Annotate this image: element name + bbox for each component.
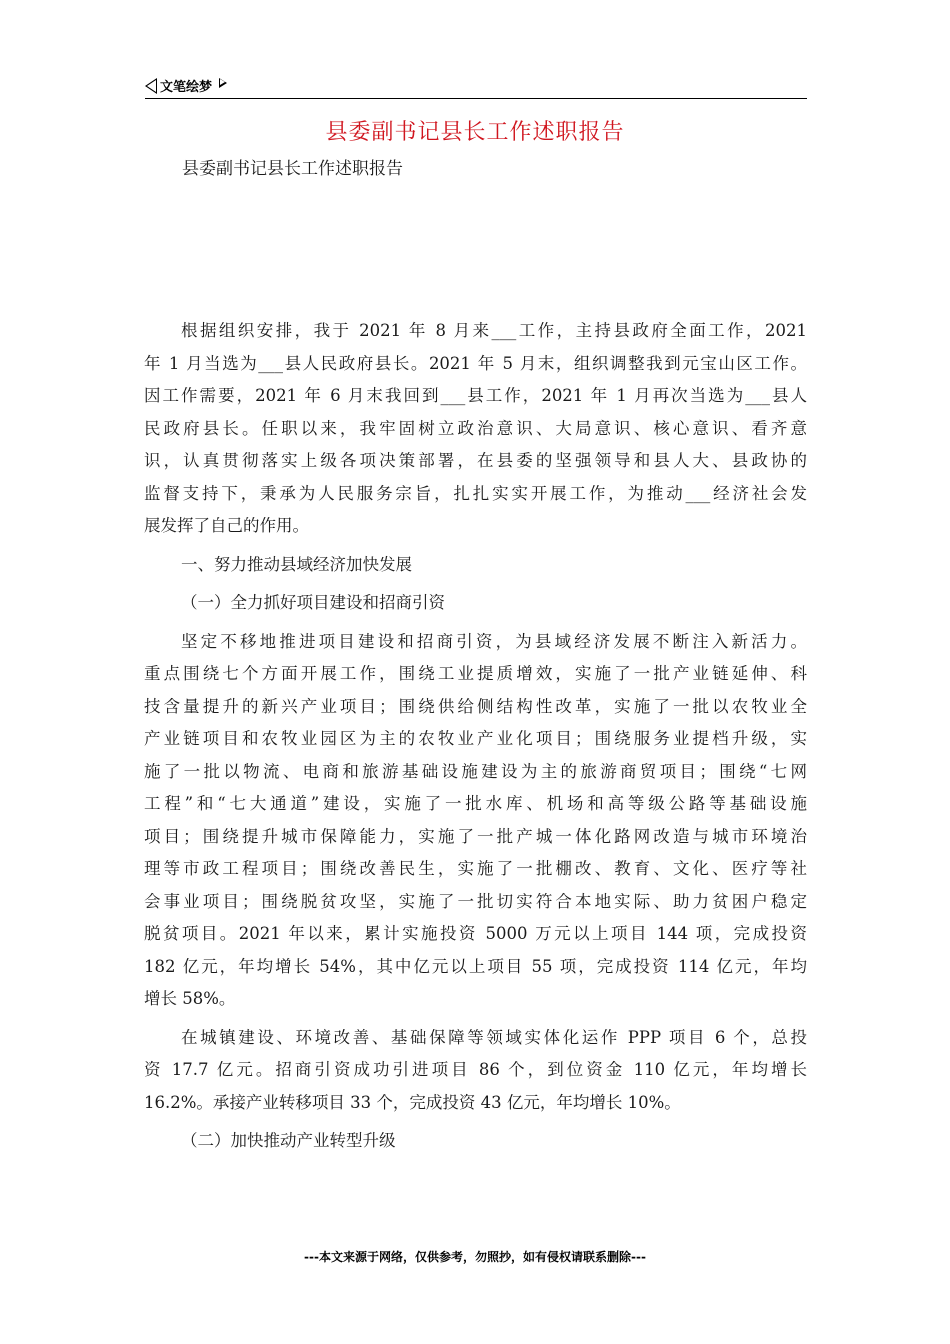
text-line: 增长 58%。	[144, 989, 236, 1008]
text-line: 资 17.7 亿元。招商引资成功引进项目 86 个，到位资金 110 亿元，年均增长	[144, 1060, 807, 1079]
text-line: 重点围绕七个方面开展工作，围绕工业提质增效，实施了一批产业链延伸、科	[144, 664, 807, 683]
text-line: 会事业项目；围绕脱贫攻坚，实施了一批切实符合本地实际、助力贫困户稳定	[144, 891, 807, 911]
section-heading	[144, 549, 807, 582]
text-line: 182 亿元，年均增长 54%，其中亿元以上项目 55 项，完成投资 114 亿元，年均	[144, 956, 807, 976]
text-line: 民政府县长。任职以来，我牢固树立政治意识、大局意识、核心意识、看齐意	[144, 418, 807, 438]
subsection-heading	[144, 1125, 807, 1158]
document-title: 县委副书记县长工作述职报告	[325, 120, 625, 145]
page-footer: ---本文来源于网络，仅供参考，勿照抄，如有侵权请联系删除---	[304, 1250, 646, 1264]
text-line: （二）加快推动产业转型升级	[181, 1131, 396, 1150]
text-line: 监督支持下，秉承为人民服务宗旨，扎扎实实开展工作，为推动___经济社会发	[144, 483, 807, 503]
text-line: 年 1 月当选为___县人民政府县长。2021 年 5 月末，组织调整我到元宝山区工作。	[144, 353, 807, 373]
text-line: 展发挥了自己的作用。	[144, 516, 309, 535]
document-body	[144, 315, 807, 1158]
triangle-left-icon	[145, 78, 157, 94]
paragraph	[144, 1022, 807, 1120]
text-line: 在城镇建设、环境改善、基础保障等领域实体化运作 PPP 项目 6 个，总投	[181, 1027, 807, 1047]
text-line: 项目；围绕提升城市保障能力，实施了一批产城一体化路网改造与城市环境治	[144, 826, 807, 846]
subsection-heading	[144, 587, 807, 620]
text-line: 因工作需要，2021 年 6 月末我回到___县工作，2021 年 1 月再次当选为___县人	[144, 386, 807, 405]
document-subtitle: 县委副书记县长工作述职报告	[182, 159, 403, 179]
text-line: 技含量提升的新兴产业项目；围绕供给侧结构性改革，实施了一批以农牧业全	[144, 696, 807, 716]
paragraph	[144, 315, 807, 543]
page-header	[145, 74, 807, 99]
text-line: 一、努力推动县域经济加快发展	[181, 554, 412, 574]
text-line: 理等市政工程项目；围绕改善民生，实施了一批棚改、教育、文化、医疗等社	[144, 859, 807, 878]
triangle-right-icon	[219, 78, 227, 88]
text-line: 16.2%。承接产业转移项目 33 个，完成投资 43 亿元，年均增长 10%。	[144, 1092, 681, 1112]
text-line: 产业链项目和农牧业园区为主的农牧业产业化项目；围绕服务业提档升级，实	[144, 729, 807, 748]
text-line: 识，认真贯彻落实上级各项决策部署，在县委的坚强领导和县人大、县政协的	[144, 451, 807, 470]
text-line: 脱贫项目。2021 年以来，累计实施投资 5000 万元以上项目 144 项，完成投资	[144, 924, 807, 943]
text-line: 坚定不移地推进项目建设和招商引资，为县域经济发展不断注入新活力。	[181, 631, 807, 651]
header-brand	[145, 76, 227, 95]
text-line: （一）全力抓好项目建设和招商引资	[181, 593, 445, 612]
text-line: 工程”和“七大通道”建设，实施了一批水库、机场和高等级公路等基础设施	[144, 794, 807, 813]
header-brand-text: 文笔绘梦	[160, 80, 213, 95]
paragraph	[144, 626, 807, 1016]
text-line: 施了一批以物流、电商和旅游基础设施建设为主的旅游商贸项目；围绕“七网	[144, 761, 807, 781]
text-line: 根据组织安排，我于 2021 年 8 月来___工作，主持县政府全面工作，2021	[181, 321, 807, 340]
